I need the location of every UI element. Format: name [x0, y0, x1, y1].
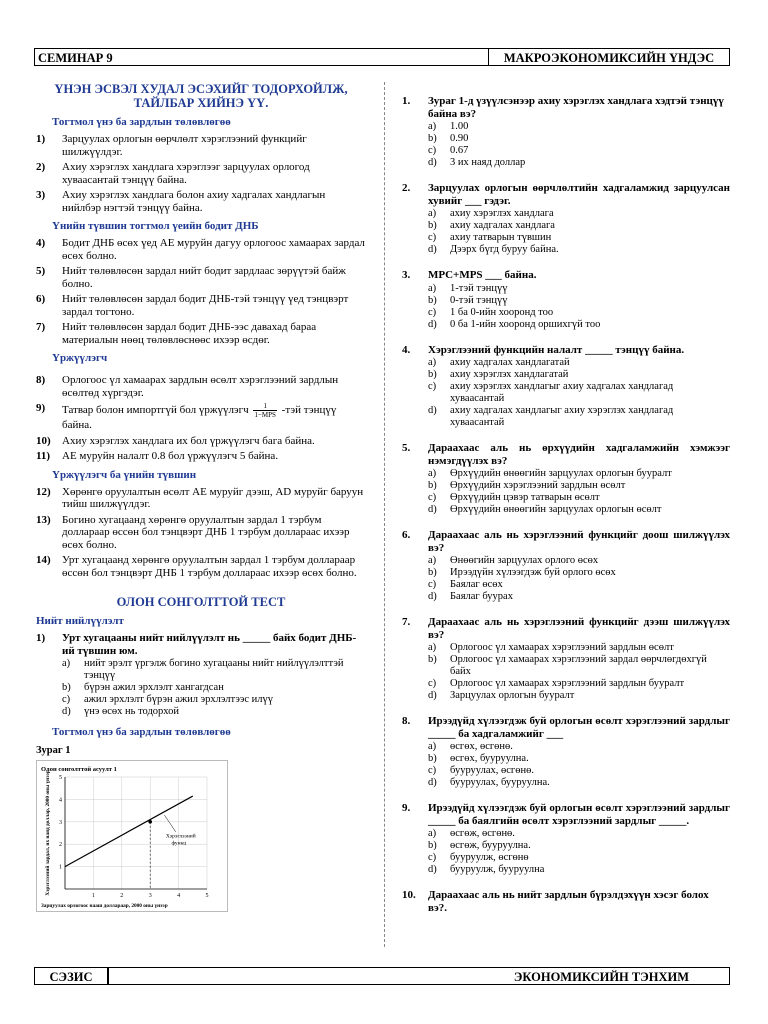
option-text: Орлогоос үл хамаарах хэрэглээний зардлын өсөлт — [450, 642, 674, 653]
answer-options — [428, 468, 730, 516]
answer-option — [428, 369, 730, 381]
answer-option — [62, 658, 366, 682]
y-tick-label: 3 — [59, 819, 62, 826]
option-text: 1-тэй тэнцүү — [450, 282, 508, 294]
item-text: Бодит ДНБ өсөх үед AE муруйн дагуу орлогоос хамаарах зардал өсөх болно. — [62, 237, 365, 262]
option-text: Өрхүүдийн өнөөгийн зарцуулах орлогын өсөлт — [450, 504, 662, 515]
option-text: ахиу хэрэглэх хандлага — [450, 208, 554, 219]
answer-option — [428, 145, 730, 157]
option-letter: b) — [428, 654, 437, 665]
mc-question — [36, 632, 366, 718]
tf-item — [36, 554, 366, 579]
tf-item — [36, 265, 366, 290]
answer-option — [428, 208, 730, 220]
option-text: ажил эрхлэлт бүрэн ажил эрхлэлтээс илүү — [84, 694, 273, 705]
item-text: Ахиу хэрэглэх хандлага хэрэглээг зарцуулах орлогод хуваасантай тэнцүү байна. — [62, 161, 310, 186]
option-text: өсгөх, бууруулна. — [450, 753, 529, 764]
option-text: өсгөж, өсгөнө. — [450, 828, 515, 839]
answer-option — [428, 295, 730, 307]
answer-option — [428, 307, 730, 319]
item-number: 9) — [36, 402, 46, 414]
option-letter: d) — [428, 504, 437, 515]
option-letter: c) — [428, 492, 437, 503]
option-letter: d) — [428, 157, 437, 168]
option-letter: d) — [428, 864, 437, 875]
option-letter: a) — [428, 357, 437, 368]
option-letter: c) — [428, 232, 437, 243]
item-text: Нийт төлөвлөсөн зардал бодит ДНБ-тэй тэнцүү үед тэнцвэрт зардал тогтоно. — [62, 293, 349, 318]
answer-option — [428, 828, 730, 840]
option-text: Орлогоос үл хамаарах хэрэглээний зардал өөрчлөгдөхгүй байх — [450, 654, 707, 677]
item-number: 12) — [36, 485, 51, 498]
x-tick-label: 5 — [205, 893, 209, 899]
option-text: Баялаг өсөх — [450, 579, 503, 590]
option-text: нийт эрэлт үргэлж богино хугацааны нийт нийлүүлэлттэй тэнцүү — [84, 658, 344, 681]
header-seminar: СЕМИНАР 9 — [34, 48, 482, 66]
option-text: үнэ өсөх нь тодорхой — [84, 706, 180, 717]
item-number: 5) — [36, 265, 46, 277]
option-letter: a) — [62, 658, 71, 669]
mc-question — [402, 269, 730, 331]
mc-question — [402, 802, 730, 876]
option-text: 3 их наяд доллар — [450, 157, 526, 168]
question-number: 2. — [402, 182, 411, 194]
item-text: Ахиу хэрэглэх хандлага их бол үржүүлэгч бага байна. — [62, 434, 315, 447]
section-heading: Тогтмол үнэ ба зардлын төлөвлөгөө — [52, 116, 231, 128]
option-text: бууруулах, бууруулна. — [450, 777, 550, 788]
item-text-part: Татвар болон импортгүй бол үржүүлэгч — [62, 404, 249, 417]
question-text: Дараахаас аль нь өрхүүдийн хадгаламжийн хэмжээг нэмэгдүүлэх вэ? — [428, 442, 730, 467]
item-number: 2) — [36, 161, 46, 173]
answer-options — [428, 642, 730, 702]
y-tick-label: 4 — [59, 797, 62, 804]
answer-option — [428, 777, 730, 789]
option-text: 0.90 — [450, 133, 469, 144]
option-text: ахиу хэрэглэх хандлагатай — [450, 369, 569, 380]
option-letter: b) — [428, 480, 437, 491]
tf-item — [36, 321, 366, 346]
option-letter: b) — [428, 567, 437, 578]
answer-option — [428, 283, 730, 295]
question-stem — [36, 632, 366, 657]
question-number: 7. — [402, 616, 411, 628]
answer-option — [428, 319, 730, 331]
option-letter: c) — [428, 852, 437, 863]
answer-option — [428, 357, 730, 369]
series-label: Хэрэглээний — [165, 833, 196, 840]
option-letter: d) — [62, 706, 71, 717]
y-axis-label: Хэрэглээний зардал, их наяд доллар, 2000 оны үнээр — [45, 770, 51, 896]
answer-options — [428, 555, 730, 603]
answer-options — [428, 283, 730, 331]
answer-option — [62, 694, 366, 706]
question-text: MPC+MPS ___ байна. — [428, 269, 537, 281]
x-tick-label: 2 — [120, 893, 124, 899]
mc-question — [402, 344, 730, 430]
x-tick-label: 3 — [148, 893, 152, 899]
answer-options — [428, 121, 730, 169]
section-heading: Үнийн түвшин тогтмол үеийн бодит ДНБ — [52, 220, 259, 232]
highlight-point — [148, 820, 152, 824]
section-list — [36, 486, 366, 580]
consumption-function-line — [65, 796, 193, 867]
option-text: Өрхүүдийн цэвэр татварын өсөлт — [450, 492, 600, 503]
option-text: бууруулж, бууруулна — [450, 864, 545, 875]
answer-option — [428, 244, 730, 256]
question-text: Ирээдүйд хүлээгдэж буй орлогын өсөлт хэрэглээний зардлыг _____ ба баялгийн өсөлт хэрэглээний зардлыг _____. — [428, 802, 730, 827]
item-number: 10) — [36, 434, 51, 447]
header-course-title: МАКРОЭКОНОМИКСИЙН ҮНДЭС — [488, 48, 730, 66]
option-letter: a) — [428, 555, 437, 566]
item-number: 14) — [36, 554, 51, 566]
option-letter: a) — [428, 282, 437, 294]
item-text: Зарцуулах орлогын өөрчлөлт хэрэглээний функцийг шилжүүлдэг. — [62, 133, 307, 158]
question-text: Дараахаас аль нь хэрэглээний функцийг доош шилжүүлэх вэ? — [428, 529, 730, 554]
option-letter: d) — [428, 244, 437, 255]
tf-item — [36, 402, 366, 432]
tf-item — [36, 486, 366, 511]
question-stem — [402, 95, 730, 120]
answer-option — [428, 741, 730, 753]
answer-option — [428, 591, 730, 603]
option-text: Зарцуулах орлогын бууралт — [450, 690, 575, 701]
option-text: Өрхүүдийн өнөөгийн зарцуулах орлогын бууралт — [450, 468, 672, 479]
option-letter: b) — [428, 753, 437, 764]
answer-option — [428, 232, 730, 244]
option-letter: b) — [428, 220, 437, 231]
question-text: Зураг 1-д үзүүлсэнээр ахиу хэрэглэх хандлага хэдтэй тэнцүү байна вэ? — [428, 95, 724, 120]
tf-item — [36, 189, 366, 214]
section-heading: Тогтмол үнэ ба зардлын төлөвлөгөө — [52, 726, 231, 738]
question-stem — [402, 529, 730, 554]
option-letter: a) — [428, 741, 437, 752]
tf-item — [36, 237, 366, 262]
answer-option — [428, 121, 730, 133]
option-text: 1.00 — [450, 121, 469, 132]
option-letter: c) — [428, 145, 437, 156]
answer-option — [428, 555, 730, 567]
answer-option — [428, 690, 730, 702]
option-text: 0.67 — [450, 145, 469, 156]
answer-option — [428, 654, 730, 678]
y-tick-label: 2 — [59, 842, 62, 849]
footer-school: СЭЗИС — [34, 967, 108, 985]
x-axis-label: Зарцуулах орлогоос нааш доллараар, 2000 оны үнээр — [41, 903, 168, 909]
item-text: Орлогоос үл хамаарах зардлын өсөлт хэрэглээний зардлын өсөлтөд хүргэдэг. — [62, 374, 339, 399]
answer-options — [428, 828, 730, 876]
footer-department: ЭКОНОМИКСИЙН ТЭНХИМ — [108, 967, 730, 985]
option-letter: d) — [428, 318, 437, 330]
section-list — [36, 133, 366, 214]
item-number: 11) — [36, 450, 51, 462]
y-tick-label: 5 — [59, 775, 62, 781]
answer-options — [428, 357, 730, 429]
tf-item — [36, 435, 366, 448]
question-text: Дараахаас аль нь нийт зардлын бүрэлдэхүүн хэсэг болох вэ?. — [428, 889, 709, 914]
question-stem — [402, 344, 730, 357]
option-letter: c) — [428, 765, 437, 776]
section-heading: Нийт нийлүүлэлт — [36, 615, 124, 627]
item-text — [62, 402, 366, 432]
option-letter: b) — [428, 840, 437, 851]
item-number: 6) — [36, 293, 46, 305]
question-text: Ирээдүйд хүлээгдэж буй орлогын өсөлт хэрэглээний зардлыг _____ ба хадгаламжийг ___ — [428, 715, 730, 740]
chart-title: Олон сонголттой асуулт 1 — [41, 766, 117, 773]
item-number: 13) — [36, 513, 51, 526]
true-false-title: ҮНЭН ЭСВЭЛ ХУДАЛ ЭСЭХИЙГ ТОДОРХОЙЛЖ, ТАЙЛБАР ХИЙНЭ ҮҮ. — [54, 82, 348, 110]
answer-option — [428, 864, 730, 876]
question-number: 1) — [36, 632, 46, 644]
option-text: Дээрх бүгд буруу байна. — [450, 244, 559, 255]
answer-option — [428, 157, 730, 169]
option-letter: d) — [428, 405, 437, 416]
item-number: 3) — [36, 189, 46, 201]
mc-question — [402, 442, 730, 516]
answer-option — [62, 706, 366, 718]
item-text: Хөрөнгө оруулалтын өсөлт AE муруйг дээш, AD муруйг баруун тийш шилжүүлдэг. — [62, 485, 364, 510]
item-text: Богино хугацаанд хөрөнгө оруулалтын зардал 1 тэрбум доллараар өссөн бол тэнцвэрт ДНБ 1 тэрбум доллараас ихээр өсөх болно. — [62, 513, 350, 551]
question-number: 9. — [402, 802, 411, 814]
multiplier-fraction — [253, 402, 276, 419]
option-letter: c) — [428, 306, 437, 318]
option-letter: c) — [62, 694, 71, 705]
question-text: Дараахаас аль нь хэрэглээний функцийг дээш шилжүүлэх вэ? — [428, 616, 730, 641]
option-text: бууруулах, өсгөнө. — [450, 765, 534, 776]
question-stem — [402, 269, 730, 282]
option-letter: b) — [428, 133, 437, 144]
section-heading: Үржүүлэгч ба үнийн түвшин — [52, 468, 197, 481]
question-stem — [402, 616, 730, 641]
option-text: ахиу хэрэглэх хандлагыг ахиу хадгалах хандлагад хуваасантай — [450, 381, 674, 404]
answer-option — [428, 220, 730, 232]
section-list — [36, 237, 366, 346]
mc-question — [402, 616, 730, 702]
answer-option — [428, 504, 730, 516]
section-heading: Үржүүлэгч — [52, 352, 108, 364]
question-number: 10. — [402, 889, 416, 901]
answer-options — [428, 208, 730, 256]
option-text: ахиу хадгалах хандлагыг ахиу хэрэглэх хандлагад хуваасантай — [450, 405, 674, 428]
multiple-choice-title: ОЛОН СОНГОЛТТОЙ ТЕСТ — [116, 595, 286, 609]
mc-question — [402, 95, 730, 169]
fraction-denominator: 1−MPS — [254, 411, 276, 419]
answer-option — [428, 765, 730, 777]
option-text: Баялаг буурах — [450, 591, 513, 602]
option-letter: d) — [428, 690, 437, 701]
question-stem — [402, 442, 730, 467]
answer-option — [428, 579, 730, 591]
series-label: функц — [171, 840, 187, 847]
option-letter: a) — [428, 468, 437, 479]
item-text: Урт хугацаанд хөрөнгө оруулалтын зардал 1 тэрбум доллараар өссөн бол тэнцвэрт ДНБ 1 тэрбум доллараас ихээр өсөх болно. — [62, 554, 357, 579]
x-tick-label: 4 — [177, 893, 181, 899]
item-number: 8) — [36, 374, 46, 386]
option-text: өсгөх, өсгөнө. — [450, 741, 513, 752]
question-stem — [402, 889, 730, 914]
question-stem — [402, 715, 730, 740]
option-letter: a) — [428, 642, 437, 653]
option-text: өсгөж, бууруулна. — [450, 840, 531, 851]
question-stem — [402, 802, 730, 827]
answer-option — [428, 492, 730, 504]
option-text: ахиу хадгалах хандлага — [450, 220, 555, 231]
option-letter: c) — [428, 381, 437, 392]
mc-question — [402, 715, 730, 789]
column-divider — [384, 82, 385, 947]
question-text: Хэрэглээний функцийн налалт _____ тэнцүү байна. — [428, 343, 685, 356]
question-number: 3. — [402, 269, 411, 281]
question-number: 4. — [402, 343, 411, 356]
option-text: ахиу хадгалах хандлагатай — [450, 357, 570, 368]
option-letter: d) — [428, 777, 437, 788]
answer-option — [428, 133, 730, 145]
answer-option — [428, 840, 730, 852]
answer-option — [428, 381, 730, 405]
left-column — [36, 80, 366, 912]
option-letter: a) — [428, 121, 437, 132]
tf-item — [36, 161, 366, 186]
item-text: Нийт төлөвлөсөн зардал нийт бодит зардлаас зөрүүтэй байж болно. — [62, 265, 346, 290]
option-letter: d) — [428, 591, 437, 602]
consumption-function-chart — [36, 760, 228, 912]
option-letter: b) — [62, 682, 71, 693]
answer-option — [62, 682, 366, 694]
item-number: 4) — [36, 237, 46, 249]
option-text: Орлогоос үл хамаарах хэрэглээний зардлын бууралт — [450, 678, 685, 689]
fraction-numerator: 1 — [253, 402, 276, 411]
tf-item — [36, 293, 366, 318]
answer-option — [428, 405, 730, 429]
option-text: 1 ба 0-ийн хооронд тоо — [450, 306, 554, 318]
answer-option — [428, 642, 730, 654]
item-number: 7) — [36, 321, 46, 333]
tf-item — [36, 514, 366, 552]
question-text: Урт хугацааны нийт нийлүүлэлт нь _____ байх бодит ДНБ-ий түвшин юм. — [62, 632, 357, 657]
option-letter: a) — [428, 208, 437, 219]
question-number: 6. — [402, 529, 411, 541]
section-list — [36, 374, 366, 463]
right-column — [402, 95, 730, 927]
option-text: Ирээдүйн хүлээгдэж буй орлого өсөх — [450, 567, 616, 578]
answer-options — [428, 741, 730, 789]
figure-label: Зураг 1 — [36, 745, 71, 756]
question-text: Зарцуулах орлогын өөрчлөлтийн хадгаламжид зарцуулсан хувийг ___ гэдэг. — [428, 182, 730, 207]
answer-options — [62, 658, 366, 718]
question-number: 5. — [402, 442, 411, 454]
item-text-part: -тэй тэнцүү байна. — [62, 404, 337, 431]
option-text: Өнөөгийн зарцуулах орлого өсөх — [450, 555, 599, 566]
question-stem — [402, 182, 730, 207]
chart-svg — [37, 761, 227, 911]
answer-option — [428, 468, 730, 480]
option-text: Өрхүүдийн хэрэглээний зардлын өсөлт — [450, 480, 626, 491]
option-letter: b) — [428, 369, 437, 380]
option-text: ахиу татварын түвшин — [450, 232, 552, 243]
answer-option — [428, 678, 730, 690]
option-letter: c) — [428, 579, 437, 590]
option-text: 0-тэй тэнцүү — [450, 294, 508, 306]
option-letter: a) — [428, 828, 437, 839]
item-text: Нийт төлөвлөсөн зардал бодит ДНБ-ээс давахад бараа материалын нөөц төлөвлөснөөс ихээр өсдөг. — [62, 321, 317, 346]
item-text: AE муруйн налалт 0.8 бол үржүүлэгч 5 байна. — [62, 450, 279, 462]
series-label-leader — [164, 815, 175, 832]
option-letter: b) — [428, 294, 437, 306]
tf-item — [36, 450, 366, 463]
answer-option — [428, 852, 730, 864]
question-number: 8. — [402, 715, 411, 727]
item-text: Ахиу хэрэглэх хандлага болон ахиу хадгалах хандлагын нийлбэр нэгтэй тэнцүү байна. — [62, 189, 326, 214]
answer-option — [428, 480, 730, 492]
option-letter: c) — [428, 678, 437, 689]
answer-option — [428, 567, 730, 579]
mc-question — [402, 889, 730, 914]
option-text: 0 ба 1-ийн хооронд оршихгүй тоо — [450, 318, 601, 330]
tf-item — [36, 133, 366, 158]
answer-option — [428, 753, 730, 765]
y-tick-label: 1 — [59, 864, 62, 871]
mc-question — [402, 182, 730, 256]
item-number: 1) — [36, 133, 46, 145]
question-number: 1. — [402, 95, 411, 107]
option-text: бууруулж, өсгөнө — [450, 852, 529, 863]
option-text: бүрэн ажил эрхлэлт хангагдсан — [84, 682, 224, 693]
x-tick-label: 1 — [91, 893, 95, 899]
tf-item — [36, 374, 366, 399]
mc-question — [402, 529, 730, 603]
